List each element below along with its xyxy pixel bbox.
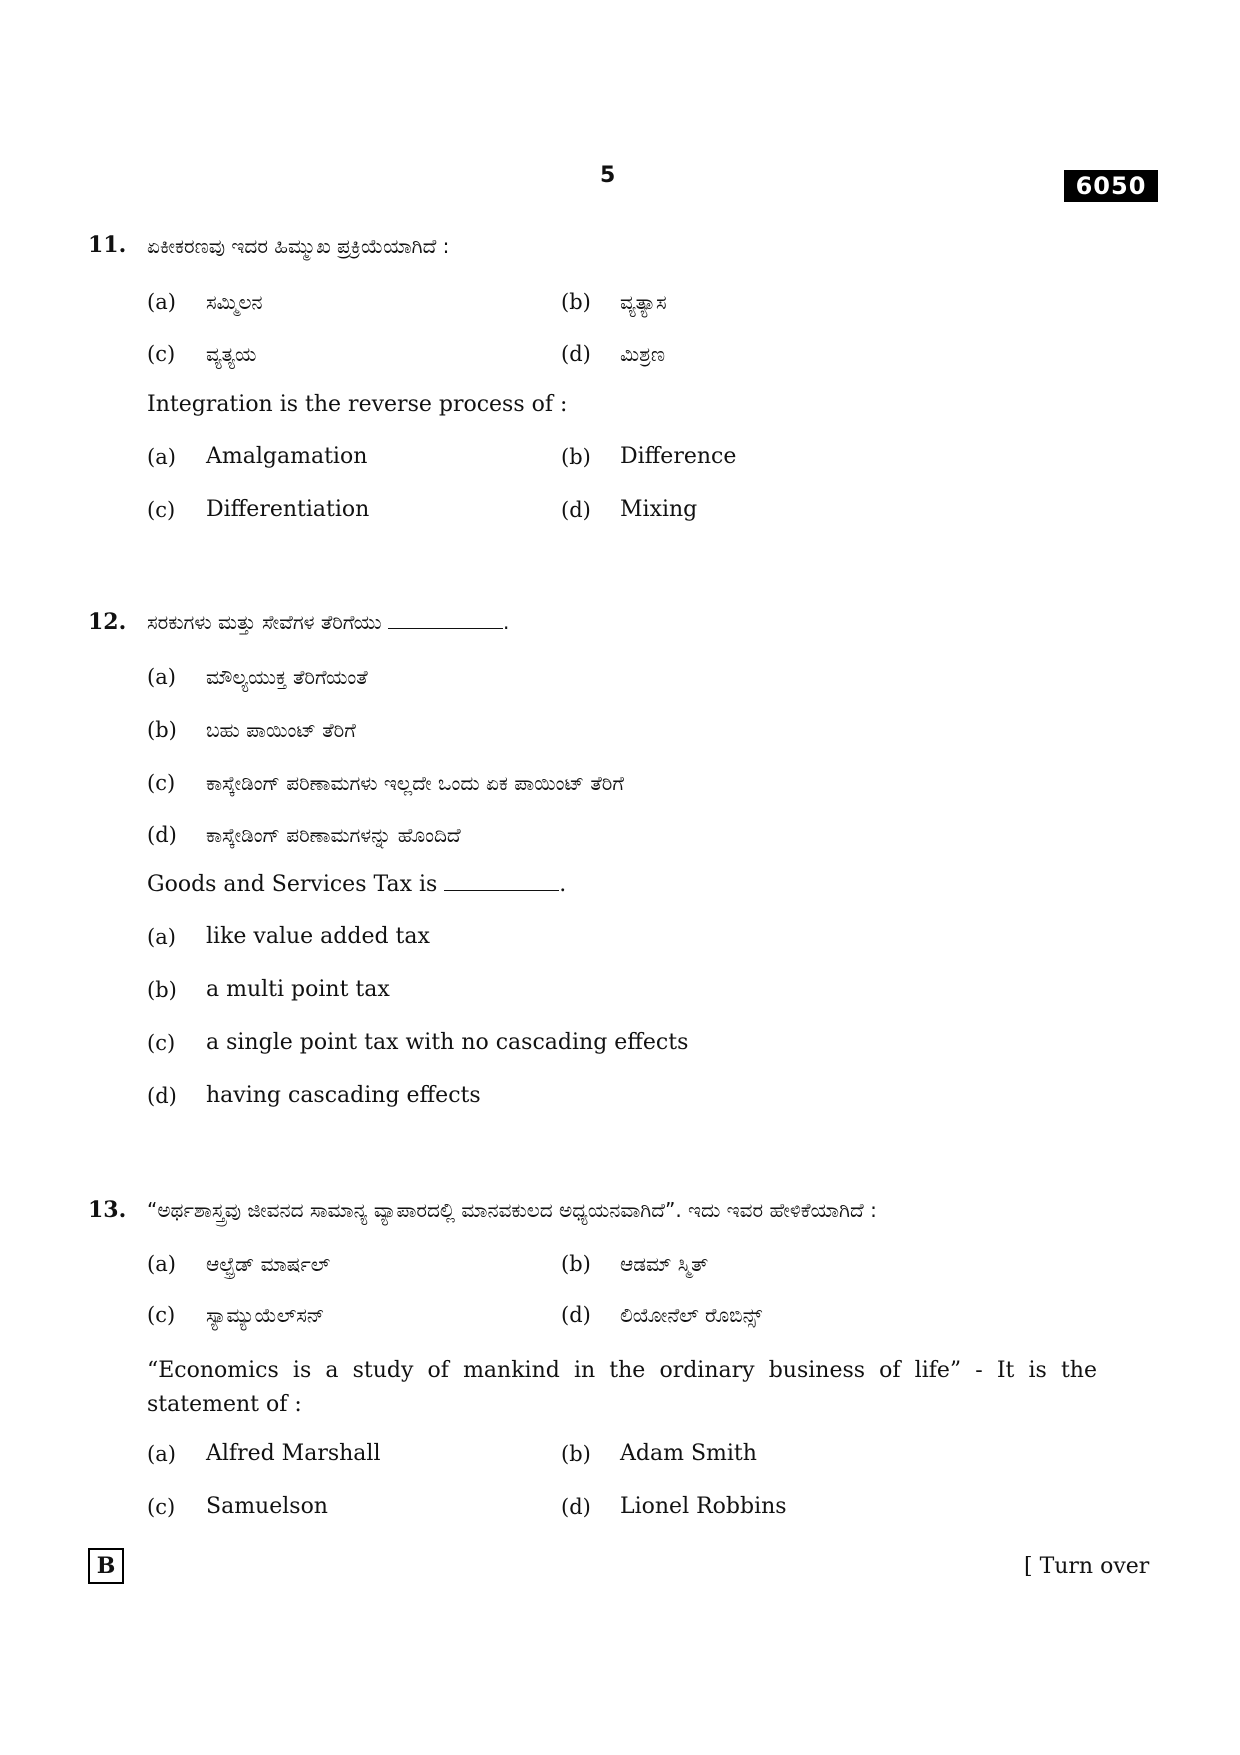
q11-kn-option-b-label: (b): [561, 290, 591, 314]
q12-en-option-d-label: (d): [147, 1084, 177, 1108]
q11-kn-option-c: ವ್ಯತ್ಯಯ: [206, 342, 257, 366]
q13-kn-option-b: ಆಡಮ್ ಸ್ಮಿತ್: [620, 1252, 709, 1276]
q11-en-option-a-label: (a): [147, 445, 176, 469]
q12-en-option-b-label: (b): [147, 978, 177, 1002]
q11-en-option-c-label: (c): [147, 498, 176, 522]
question-12-number: 12.: [88, 609, 127, 635]
question-11-kannada: ಏಕೀಕರಣವು ಇದರ ಹಿಮ್ಮುಖ ಪ್ರಕ್ರಿಯೆಯಾಗಿದೆ :: [147, 234, 450, 258]
q11-kn-option-c-label: (c): [147, 342, 176, 366]
q11-en-option-d-label: (d): [561, 498, 591, 522]
q13-en-option-d: Lionel Robbins: [620, 1494, 787, 1519]
q12-kn-option-b: ಬಹು ಪಾಯಿಂಟ್ ತೆರಿಗೆ: [206, 718, 356, 742]
q13-en-option-c-label: (c): [147, 1495, 176, 1519]
question-13-kannada: “ಅರ್ಥಶಾಸ್ತ್ರವು ಜೀವನದ ಸಾಮಾನ್ಯ ವ್ಯಾಪಾರದಲ್ಲಿ ಮಾನವಕುಲದ ಅಧ್ಯಯನವಾಗಿದೆ”. ಇದು ಇವರ ಹೇಳಿಕೆಯಾಗಿದೆ :: [147, 1198, 877, 1222]
paper-code: 6050: [1064, 170, 1158, 202]
q13-en-option-a-label: (a): [147, 1442, 176, 1466]
q12-kn-option-a: ಮೌಲ್ಯಯುಕ್ತ ತೆರಿಗೆಯಂತೆ: [206, 665, 368, 689]
q13-kn-option-c: ಸ್ಯಾಮ್ಯುಯೆಲ್‌ಸನ್: [206, 1303, 325, 1327]
q12-kn-option-d: ಕಾಸ್ಕೇಡಿಂಗ್ ಪರಿಣಾಮಗಳನ್ನು ಹೊಂದಿದೆ: [206, 823, 461, 847]
q11-en-option-a: Amalgamation: [206, 444, 368, 469]
q13-kn-option-a-label: (a): [147, 1252, 176, 1276]
q12-kn-option-d-label: (d): [147, 823, 177, 847]
q12-en-option-a-label: (a): [147, 925, 176, 949]
turn-over-text: [ Turn over: [1024, 1554, 1150, 1579]
q12-en-option-c: a single point tax with no cascading effects: [206, 1030, 689, 1055]
q12-kn-option-b-label: (b): [147, 718, 177, 742]
q13-kn-option-d-label: (d): [561, 1303, 591, 1327]
q13-kn-option-d: ಲಿಯೋನೆಲ್ ರೊಬಿನ್ಸ್: [620, 1303, 763, 1327]
question-13-number: 13.: [88, 1197, 127, 1223]
question-13-english: “Economics is a study of mankind in the ordinary business of life” - It is the statement of :: [147, 1358, 1097, 1417]
q12-en-option-a: like value added tax: [206, 924, 430, 949]
q12-kn-option-c: ಕಾಸ್ಕೇಡಿಂಗ್ ಪರಿಣಾಮಗಳು ಇಲ್ಲದೇ ಒಂದು ಏಕ ಪಾಯಿಂಟ್ ತೆರಿಗೆ: [206, 771, 624, 795]
q11-en-option-d: Mixing: [620, 497, 698, 522]
set-letter-box: B: [88, 1548, 124, 1584]
q11-en-option-c: Differentiation: [206, 497, 370, 522]
q11-kn-option-d: ಮಿಶ್ರಣ: [620, 342, 666, 366]
q11-kn-option-d-label: (d): [561, 342, 591, 366]
q12-en-option-d: having cascading effects: [206, 1083, 481, 1108]
question-12-english: Goods and Services Tax is .: [147, 872, 567, 897]
q12-kn-option-c-label: (c): [147, 771, 176, 795]
q12-kn-option-a-label: (a): [147, 665, 176, 689]
question-12-kannada-text: ಸರಕುಗಳು ಮತ್ತು ಸೇವೆಗಳ ತೆರಿಗೆಯು: [147, 610, 382, 634]
q11-kn-option-b: ವ್ಯತ್ಯಾಸ: [620, 290, 667, 314]
q11-en-option-b: Difference: [620, 444, 737, 469]
answer-blank: [388, 610, 503, 629]
page-number: 5: [600, 163, 616, 188]
q12-en-option-c-label: (c): [147, 1031, 176, 1055]
q13-kn-option-a: ಆಲ್ಫ್ರೆಡ್ ಮಾರ್ಷಲ್: [206, 1252, 331, 1276]
q13-en-option-b: Adam Smith: [620, 1441, 757, 1466]
q13-kn-option-c-label: (c): [147, 1303, 176, 1327]
answer-blank: [444, 872, 559, 891]
q13-en-option-a: Alfred Marshall: [206, 1441, 381, 1466]
q13-en-option-b-label: (b): [561, 1442, 591, 1466]
q12-en-option-b: a multi point tax: [206, 977, 390, 1002]
q11-en-option-b-label: (b): [561, 445, 591, 469]
question-11-english: Integration is the reverse process of :: [147, 392, 568, 417]
q11-kn-option-a: ಸಮ್ಮಿಲನ: [206, 290, 263, 314]
question-12-kannada: ಸರಕುಗಳು ಮತ್ತು ಸೇವೆಗಳ ತೆರಿಗೆಯು .: [147, 610, 510, 634]
question-11-number: 11.: [88, 232, 127, 258]
q13-kn-option-b-label: (b): [561, 1252, 591, 1276]
q13-en-option-c: Samuelson: [206, 1494, 328, 1519]
q11-kn-option-a-label: (a): [147, 290, 176, 314]
q13-en-option-d-label: (d): [561, 1495, 591, 1519]
question-12-english-text: Goods and Services Tax is: [147, 872, 438, 897]
